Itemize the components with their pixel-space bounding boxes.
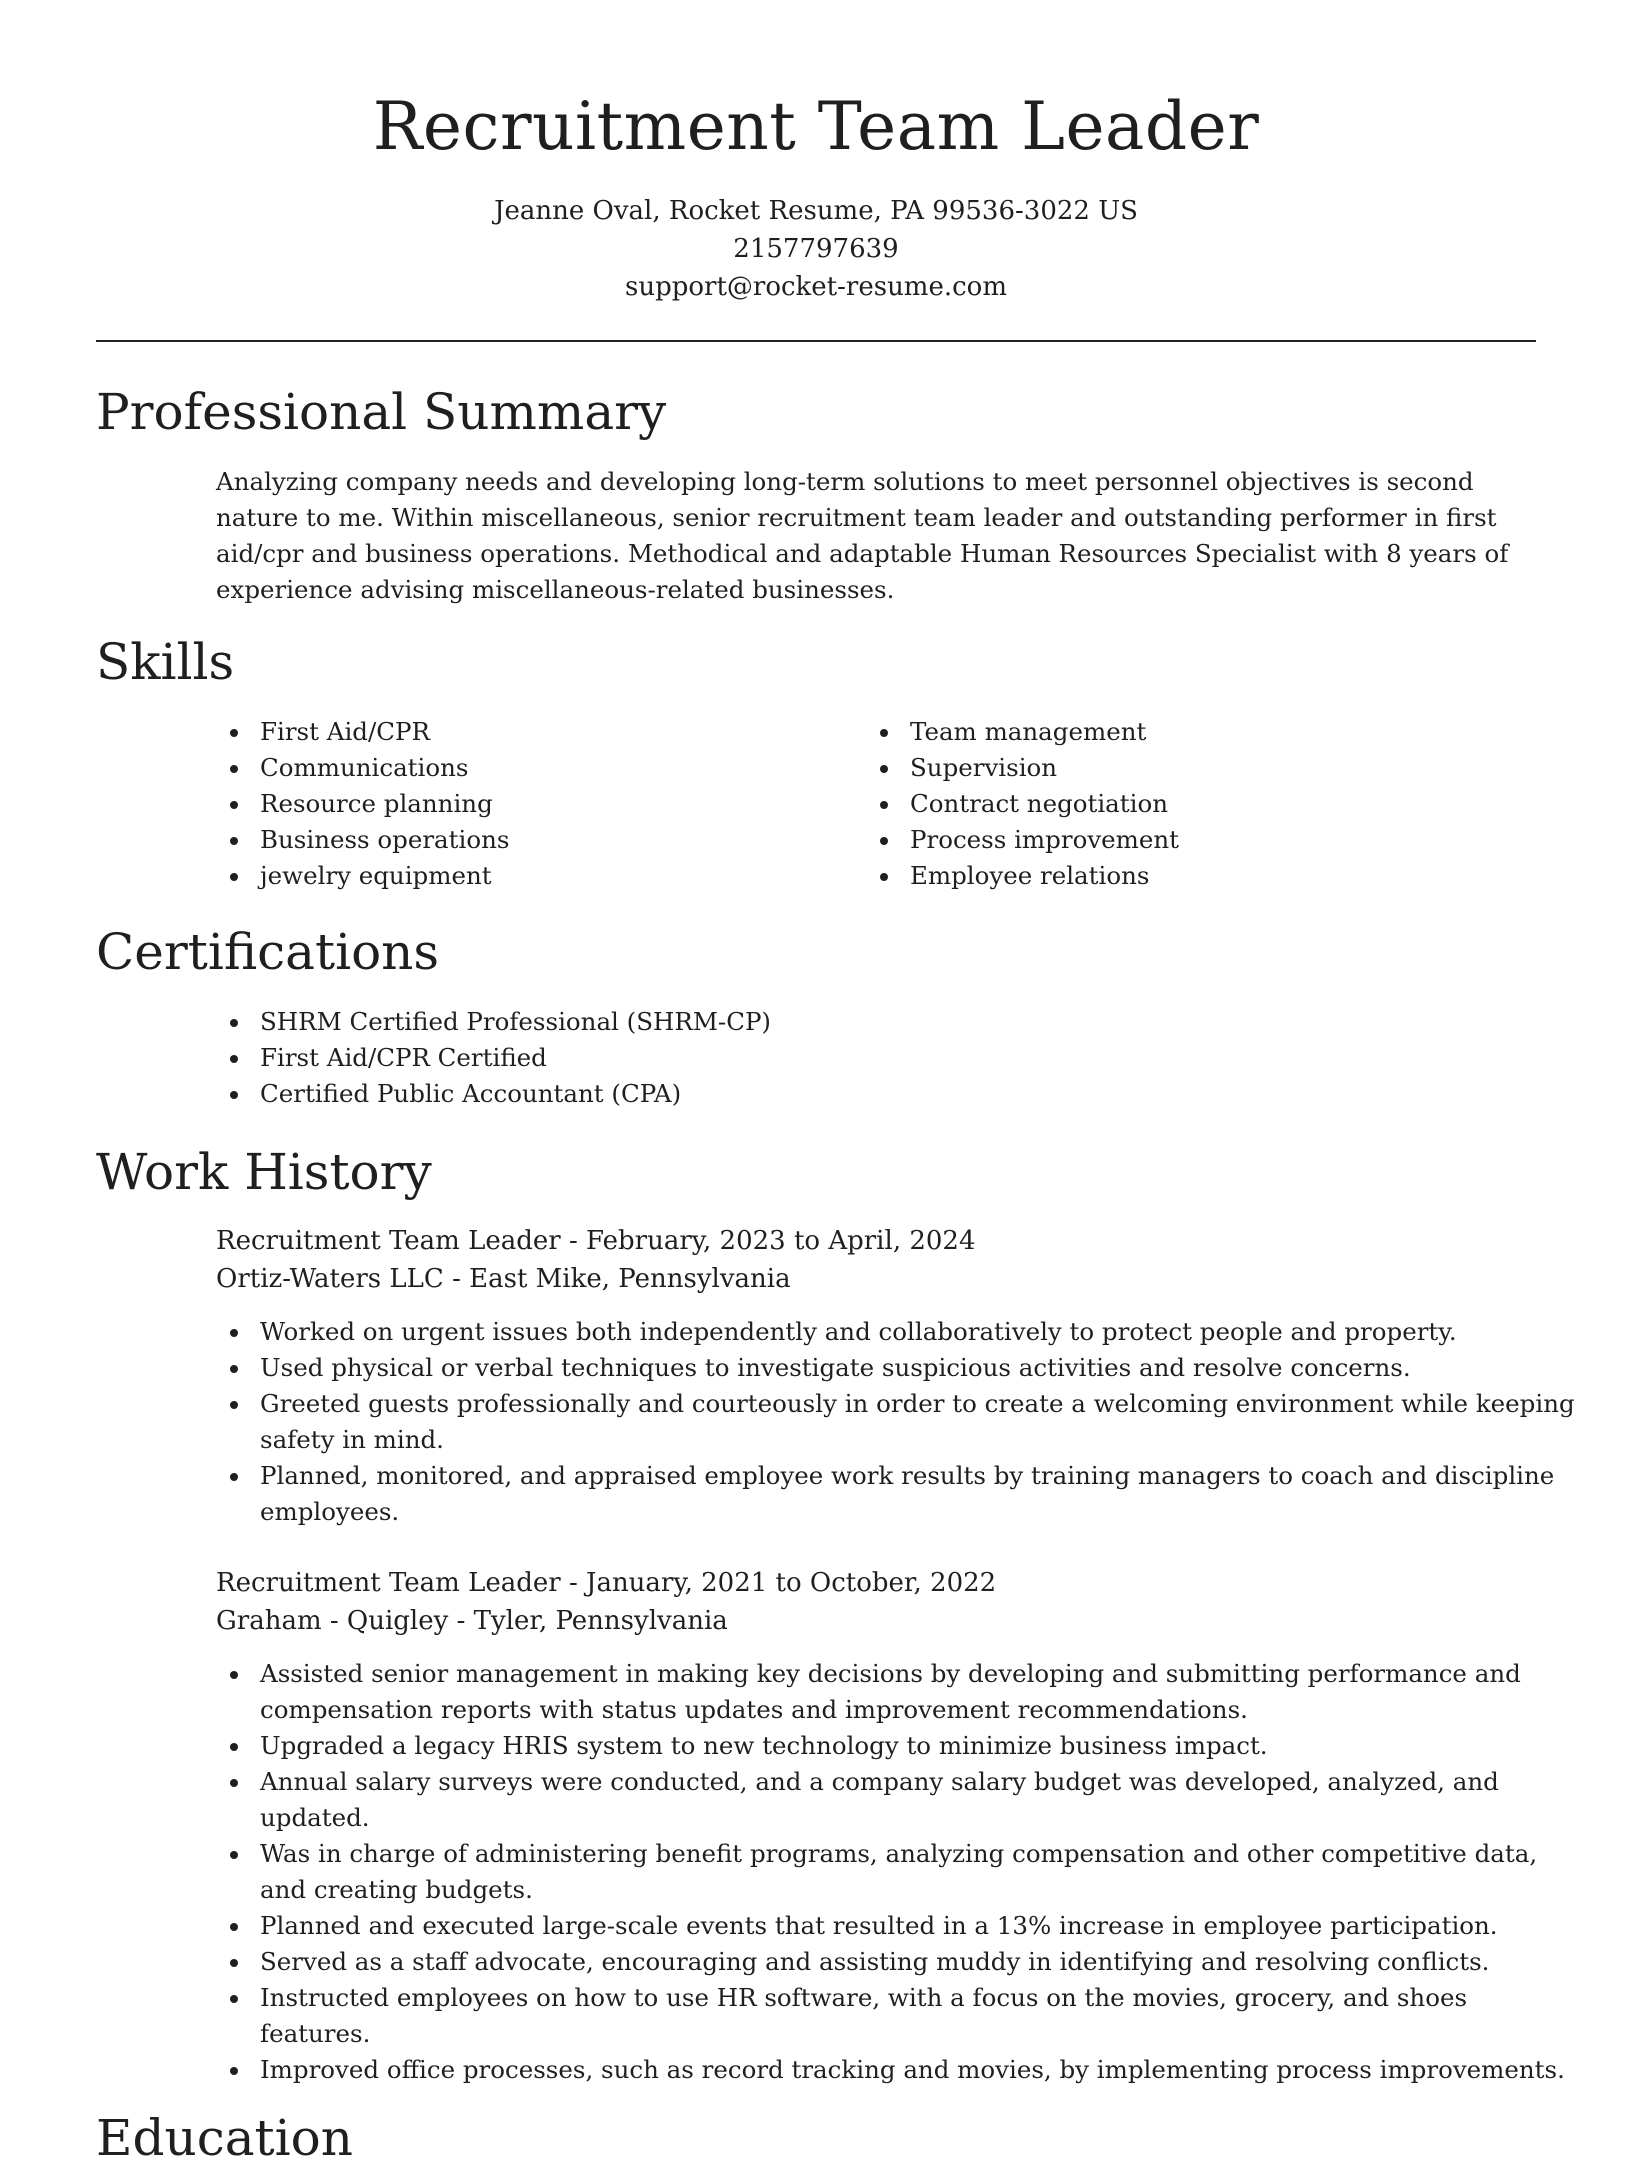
job-bullet: Assisted senior management in making key decisions by developing and submitting performance and compensation reports with status updates and improvement recommendations. xyxy=(260,1656,1580,1728)
summary-section xyxy=(96,380,1536,608)
certification-item: Certified Public Accountant (CPA) xyxy=(260,1076,1536,1112)
contact-phone: 2157797639 xyxy=(733,234,899,264)
job-bullet: Annual salary surveys were conducted, and a company salary budget was developed, analyzed, and updated. xyxy=(260,1764,1580,1836)
education-heading: Education xyxy=(96,2109,353,2167)
job-bullet: Instructed employees on how to use HR software, with a focus on the movies, grocery, and shoes features. xyxy=(260,1980,1580,2052)
job-company-line: Graham - Quigley - Tyler, Pennsylvania xyxy=(216,1606,728,1636)
job-bullet: Planned, monitored, and appraised employee work results by training managers to coach and discipline employees. xyxy=(260,1458,1580,1530)
header-divider xyxy=(96,340,1536,342)
job-role-line: Recruitment Team Leader - February, 2023 to April, 2024 xyxy=(216,1226,976,1256)
skills-heading: Skills xyxy=(96,633,235,691)
job-entry xyxy=(216,1222,1575,1530)
job-bullet: Was in charge of administering benefit programs, analyzing compensation and other competitive data, and creating budgets. xyxy=(260,1836,1580,1908)
skill-item: Business operations xyxy=(260,822,866,858)
skills-column-left xyxy=(216,714,866,894)
skill-item: jewelry equipment xyxy=(260,858,866,894)
job-role-line: Recruitment Team Leader - January, 2021 to October, 2022 xyxy=(216,1568,997,1598)
skill-item: Resource planning xyxy=(260,786,866,822)
resume-page xyxy=(96,0,1575,2170)
skill-item: First Aid/CPR xyxy=(260,714,866,750)
skill-item: Communications xyxy=(260,750,866,786)
job-bullet: Greeted guests professionally and courteously in order to create a welcoming environment while keeping safety in mind. xyxy=(260,1386,1580,1458)
skill-item: Supervision xyxy=(910,750,1516,786)
skill-item: Team management xyxy=(910,714,1516,750)
skills-column-right xyxy=(866,714,1516,894)
certifications-heading: Certifications xyxy=(96,923,440,981)
education-section xyxy=(96,2106,1536,2170)
summary-heading: Professional Summary xyxy=(96,383,667,441)
contact-email: support@rocket-resume.com xyxy=(624,272,1007,302)
skill-item: Employee relations xyxy=(910,858,1516,894)
job-bullet: Planned and executed large-scale events that resulted in a 13% increase in employee participation. xyxy=(260,1908,1580,1944)
work-history-section xyxy=(96,1140,1575,2088)
job-company-line: Ortiz-Waters LLC - East Mike, Pennsylvania xyxy=(216,1264,791,1294)
job-bullets xyxy=(216,1314,1575,1530)
certifications-section xyxy=(96,920,1536,1112)
job-bullet: Used physical or verbal techniques to investigate suspicious activities and resolve concerns. xyxy=(260,1350,1580,1386)
skills-section xyxy=(96,630,1536,894)
job-bullet: Improved office processes, such as record tracking and movies, by implementing process improvements. xyxy=(260,2052,1580,2088)
contact-block xyxy=(96,192,1536,306)
certification-item: First Aid/CPR Certified xyxy=(260,1040,1536,1076)
certification-item: SHRM Certified Professional (SHRM-CP) xyxy=(260,1004,1536,1040)
job-bullet: Upgraded a legacy HRIS system to new technology to minimize business impact. xyxy=(260,1728,1580,1764)
skills-columns xyxy=(216,714,1536,894)
summary-text: Analyzing company needs and developing long-term solutions to meet personnel objectives is second nature to me. Within miscellaneous, senior recruitment team leader and outstanding performer in first aid/cpr and business operations. Methodical and adaptable Human Resources Specialist with 8 years of experience advising miscellaneous-related businesses. xyxy=(216,467,1509,604)
work-history-heading: Work History xyxy=(96,1143,432,1201)
job-bullet: Served as a staff advocate, encouraging and assisting muddy in identifying and resolving conflicts. xyxy=(260,1944,1580,1980)
contact-address: Jeanne Oval, Rocket Resume, PA 99536-3022 US xyxy=(494,196,1138,226)
job-bullet: Worked on urgent issues both independently and collaboratively to protect people and property. xyxy=(260,1314,1580,1350)
job-header xyxy=(216,1222,1536,1298)
skill-item: Contract negotiation xyxy=(910,786,1516,822)
resume-header xyxy=(96,0,1536,306)
job-header xyxy=(216,1564,1536,1640)
resume-title: Recruitment Team Leader xyxy=(372,88,1260,165)
job-entry xyxy=(216,1564,1565,2088)
certifications-list xyxy=(216,1004,1536,1112)
skill-item: Process improvement xyxy=(910,822,1516,858)
job-bullets xyxy=(216,1656,1565,2088)
